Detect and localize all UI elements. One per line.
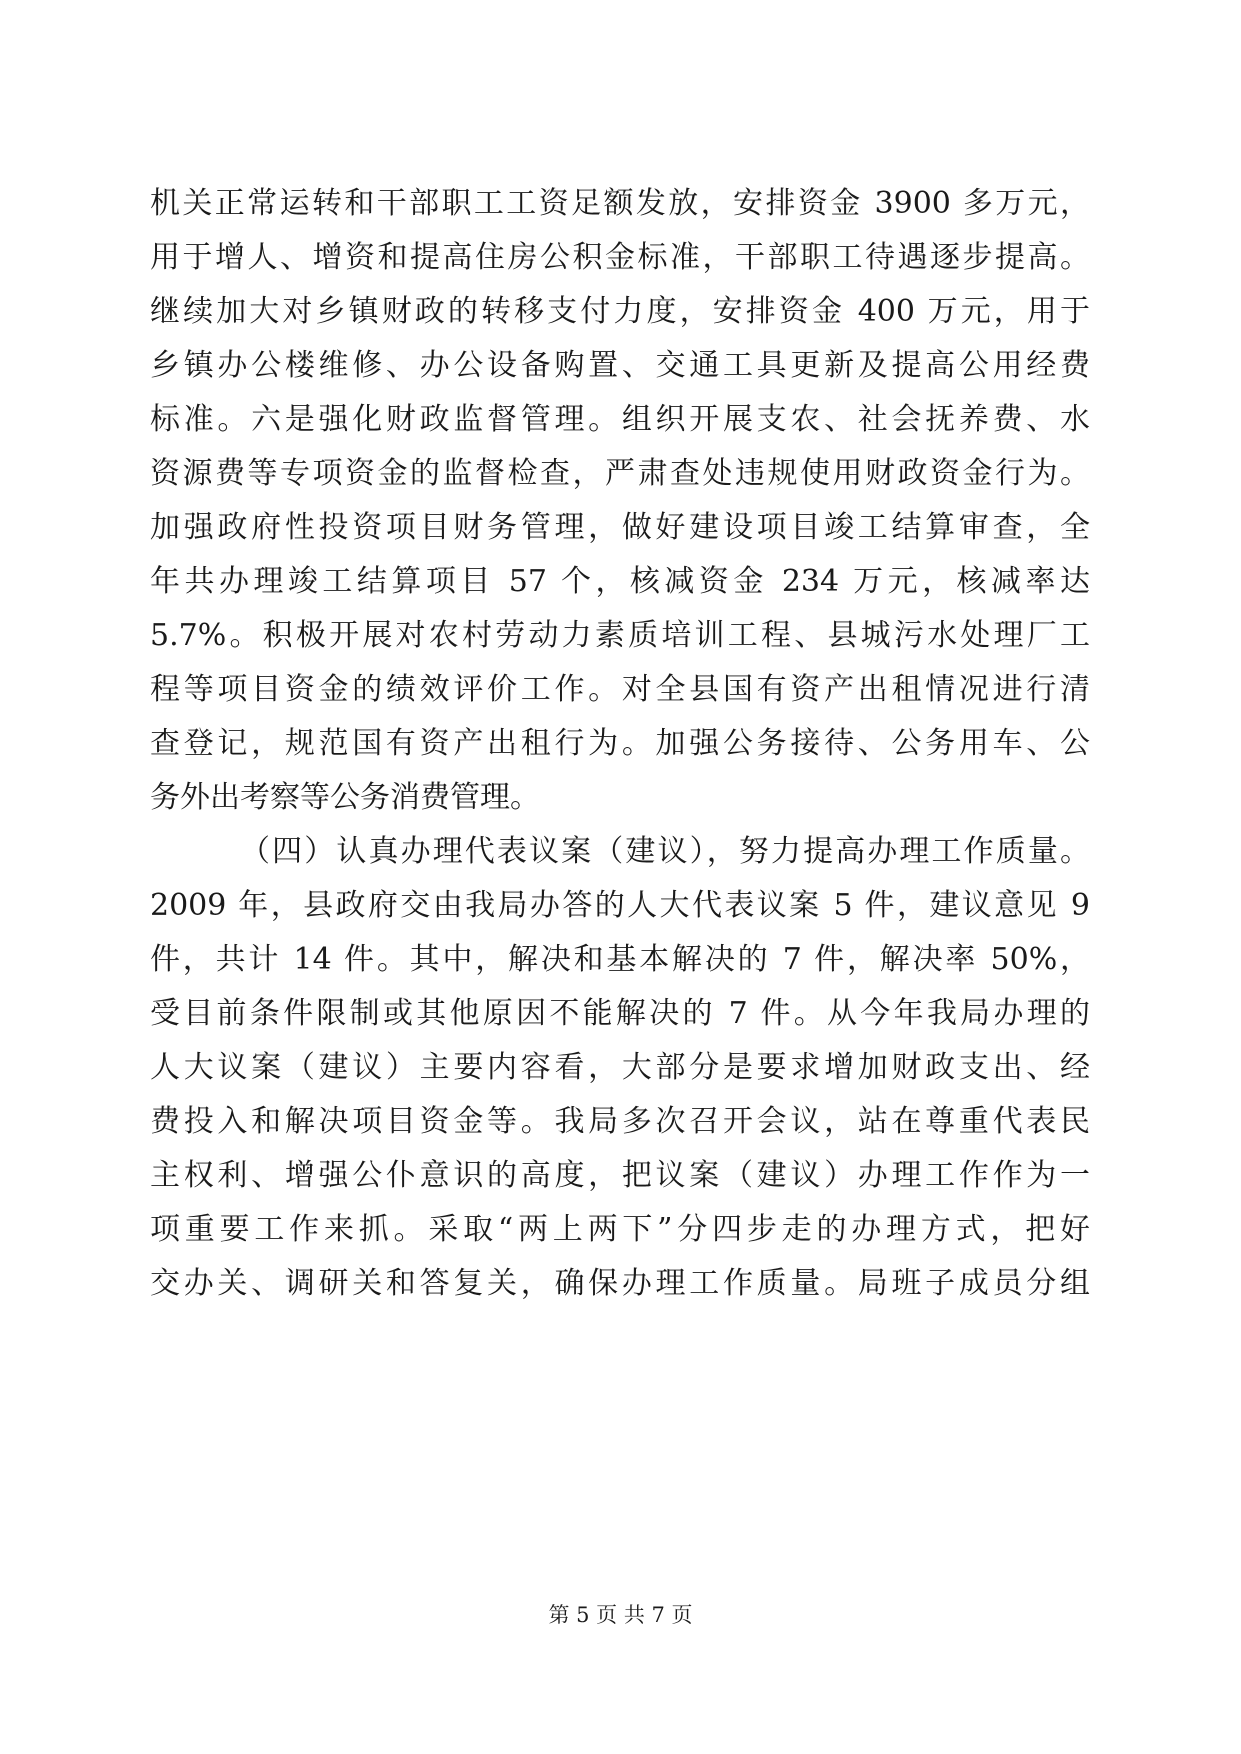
- text-line: 务外出考察等公务消费管理。: [150, 780, 540, 815]
- text-line: 费投入和解决项目资金等。我局多次召开会议，站在尊重代表民: [150, 1104, 1090, 1139]
- text-line: 2009 年，县政府交由我局办答的人大代表议案 5 件，建议意见 9: [150, 888, 1090, 923]
- text-line: 人大议案（建议）主要内容看，大部分是要求增加财政支出、经: [150, 1050, 1090, 1085]
- text-line: 交办关、调研关和答复关，确保办理工作质量。局班子成员分组: [150, 1266, 1090, 1301]
- text-line: 查登记，规范国有资产出租行为。加强公务接待、公务用车、公: [150, 726, 1090, 761]
- text-line: 5.7%。积极开展对农村劳动力素质培训工程、县城污水处理厂工: [150, 618, 1090, 653]
- text-line: 受目前条件限制或其他原因不能解决的 7 件。从今年我局办理的: [150, 996, 1090, 1031]
- page-number-footer: 第 5 页 共 7 页: [548, 1603, 693, 1627]
- text-line: 资源费等专项资金的监督检查，严肃查处违规使用财政资金行为。: [150, 456, 1090, 491]
- text-line: 程等项目资金的绩效评价工作。对全县国有资产出租情况进行清: [150, 672, 1090, 707]
- text-line: 乡镇办公楼维修、办公设备购置、交通工具更新及提高公用经费: [150, 348, 1090, 383]
- text-line: 项重要工作来抓。采取“两上两下”分四步走的办理方式，把好: [150, 1212, 1090, 1247]
- section-heading-line: （四）认真办理代表议案（建议），努力提高办理工作质量。: [240, 834, 1090, 869]
- text-line: 年共办理竣工结算项目 57 个，核减资金 234 万元，核减率达: [150, 564, 1090, 599]
- text-line: 件，共计 14 件。其中，解决和基本解决的 7 件，解决率 50%，: [150, 942, 1090, 977]
- text-line: 机关正常运转和干部职工工资足额发放，安排资金 3900 多万元，: [150, 186, 1090, 221]
- text-line: 用于增人、增资和提高住房公积金标准，干部职工待遇逐步提高。: [150, 240, 1090, 275]
- text-line: 继续加大对乡镇财政的转移支付力度，安排资金 400 万元，用于: [150, 294, 1090, 329]
- text-line: 主权利、增强公仆意识的高度，把议案（建议）办理工作作为一: [150, 1158, 1090, 1193]
- text-line: 标准。六是强化财政监督管理。组织开展支农、社会抚养费、水: [150, 402, 1090, 437]
- text-line: 加强政府性投资项目财务管理，做好建设项目竣工结算审查，全: [150, 510, 1090, 545]
